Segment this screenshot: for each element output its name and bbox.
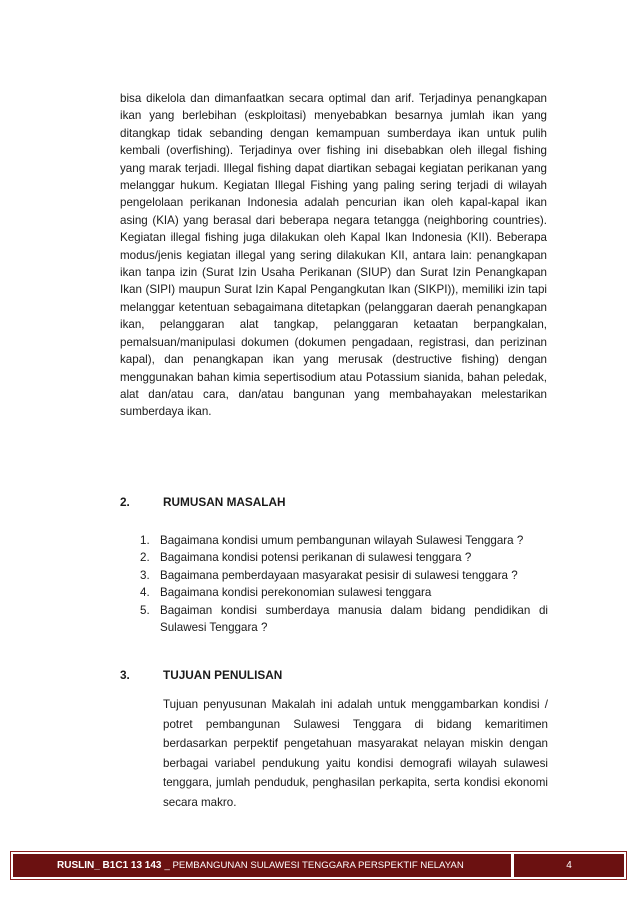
- list-item: [140, 549, 548, 566]
- footer-running-title: [13, 854, 514, 877]
- list-item-number: 5.: [140, 603, 150, 617]
- section-number: 2.: [120, 495, 130, 509]
- section-title: TUJUAN PENULISAN: [163, 668, 283, 682]
- list-item: [140, 602, 548, 637]
- list-item: [140, 567, 548, 584]
- intro-paragraph: bisa dikelola dan dimanfaatkan secara optimal dan arif. Terjadinya penangkapan ikan yang berlebihan (eskploitasi) menyebabkan besarnya jumlah ikan yang ditangkap tidak sebanding dengan kemampuan sumberdaya ikan untuk pulih kembali (overfishing). Terjadinya over fishing ini disebabkan oleh illegal fishing yang marak terjadi. Illegal fishing dapat diartikan sebagai kegiatan perikanan yang melanggar hukum. Kegiatan Illegal Fishing yang paling sering terjadi di wilayah pengelolaan perikanan Indonesia adalah pencurian ikan oleh kapal-kapal ikan asing (KIA) yang berasal dari beberapa negara tetangga (neighboring countries). Kegiatan illegal fishing juga dilakukan oleh Kapal Ikan Indonesia (KII). Beberapa modus/jenis kegiatan illegal yang sering dilakukan KII, antara lain: penangkapan ikan tanpa izin (Surat Izin Usaha Perikanan (SIUP) dan Surat Izin Penangkapan Ikan (SIPI) maupun Surat Izin Kapal Pengangkutan Ikan (SIKPI)), memiliki izin tapi melanggar ketentuan sebagaimana ditetapkan (pelanggaran daerah penangkapan ikan, pelanggaran alat tangkap, pelanggaran ketaatan berpangkalan, pemalsuan/manipulasi dokumen (dokumen pengadaan, registrasi, dan perizinan kapal), dan penangkapan ikan yang merusak (destructive fishing) dengan menggunakan bahan kimia sepertisodium atau Potassium sianida, bahan peledak, alat dan/atau cara, dan/atau bangunan yang membahayakan melestarikan sumberdaya ikan.: [120, 92, 547, 419]
- page-footer: [10, 851, 627, 880]
- section-body: Tujuan penyusunan Makalah ini adalah untuk menggambarkan kondisi / potret pembangunan Sulawesi Tenggara di bidang kemaritimen berdasarkan perpektif pengetahuan masyarakat nelayan miskin dengan berbagai variabel pendukung yaitu kondisi demografi wilayah sulawesi tenggara, jumlah penduduk, penghasilan perkapita, serta kondisi ekonomi secara makro.: [163, 698, 548, 809]
- page-number: 4: [566, 860, 572, 871]
- footer-bar: [13, 854, 624, 877]
- list-item-text: Bagaimana kondisi perekonomian sulawesi tenggara: [160, 586, 432, 600]
- list-item-number: 4.: [140, 586, 150, 600]
- list-item-text: Bagaiman kondisi sumberdaya manusia dalam bidang pendidikan di Sulawesi Tenggara ?: [160, 603, 548, 635]
- section-heading-rumusan-masalah: [120, 495, 286, 509]
- section-heading-tujuan-penulisan: [120, 668, 282, 682]
- list-item-text: Bagaimana kondisi potensi perikanan di sulawesi tenggara ?: [160, 551, 472, 565]
- footer-author: RUSLIN_ B1C1 13 143: [57, 860, 162, 871]
- section-title: RUMUSAN MASALAH: [163, 495, 286, 509]
- list-item-number: 2.: [140, 551, 150, 565]
- list-item-text: Bagaimana kondisi umum pembangunan wilayah Sulawesi Tenggara ?: [160, 534, 524, 547]
- section-number: 3.: [120, 668, 130, 682]
- list-item: [140, 584, 548, 601]
- list-item-number: 1.: [140, 534, 150, 547]
- problem-list: [140, 532, 548, 636]
- footer-title: _ PEMBANGUNAN SULAWESI TENGGARA PERSPEKTIF NELAYAN: [164, 860, 464, 871]
- list-item: [140, 532, 548, 549]
- list-item-text: Bagaimana pemberdayaan masyarakat pesisir di sulawesi tenggara ?: [160, 568, 518, 582]
- list-item-number: 3.: [140, 568, 150, 582]
